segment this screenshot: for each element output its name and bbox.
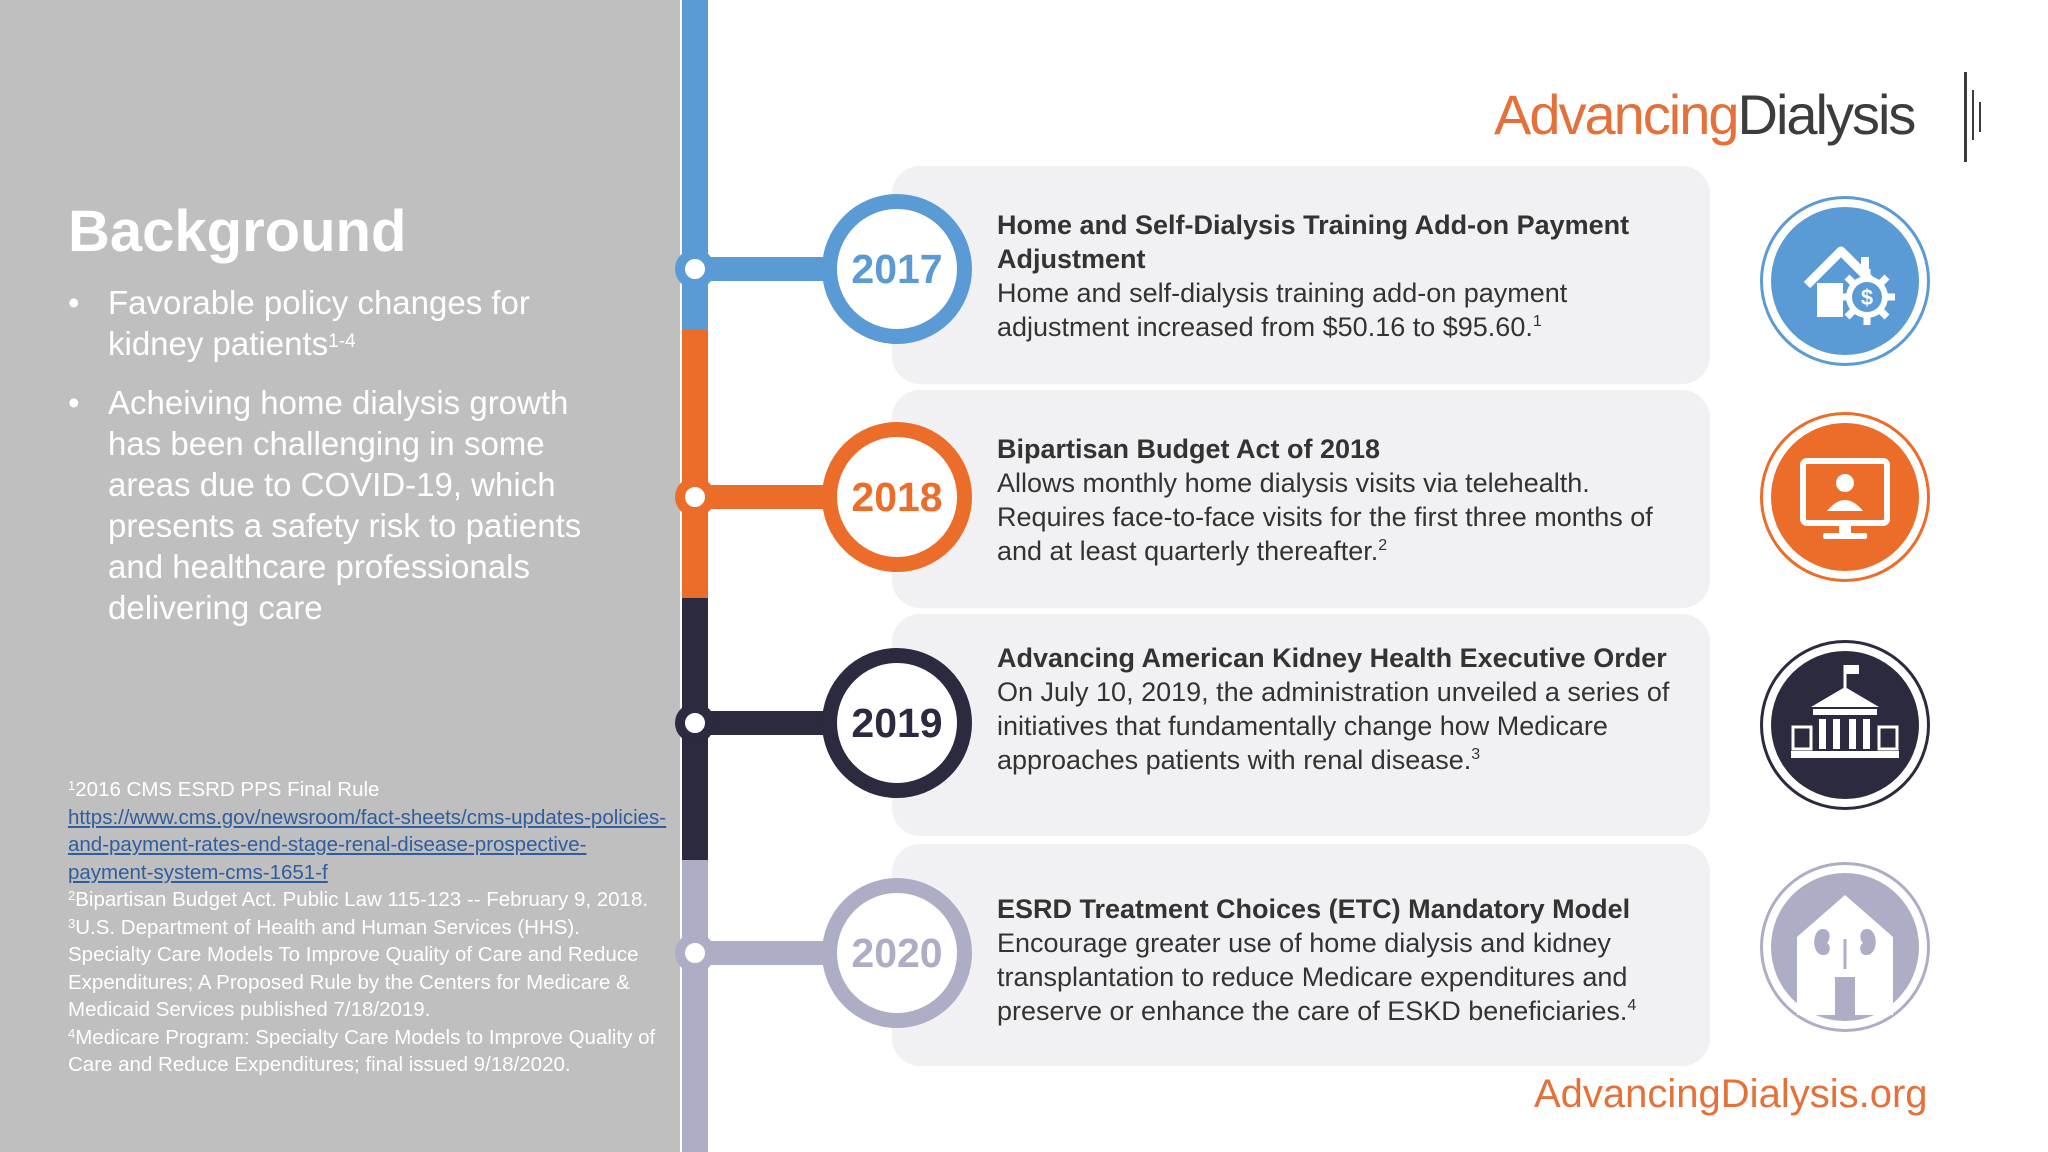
timeline-node <box>675 477 715 517</box>
timeline-node <box>675 933 715 973</box>
timeline-node <box>675 703 715 743</box>
page-title: Background <box>68 199 407 264</box>
references <box>68 776 668 1079</box>
timeline-text-2019 <box>997 641 1687 777</box>
reference-number: 4 <box>68 1025 76 1041</box>
advancing-dialysis-logo <box>1494 74 1914 154</box>
year-badge-2018: 2018 <box>822 422 972 572</box>
card-superscript: 1 <box>1532 313 1542 330</box>
card-superscript: 2 <box>1378 537 1388 554</box>
reference-1 <box>68 776 668 886</box>
reference-number: 3 <box>68 915 76 931</box>
card-superscript: 3 <box>1471 746 1481 763</box>
card-title: Bipartisan Budget Act of 2018 <box>997 434 1381 464</box>
year-badge-2019: 2019 <box>822 648 972 798</box>
bullet-dot: • <box>68 384 80 421</box>
timeline-rail-2020 <box>682 860 708 1152</box>
logo-text-dialysis: Dialysis <box>1737 82 1915 146</box>
timeline-node <box>675 249 715 289</box>
government-building-icon <box>1760 640 1930 810</box>
card-body: Home and self-dialysis training add-on payment adjustment increased from $50.16 to $95.60. <box>997 278 1568 342</box>
timeline-connector <box>694 485 834 509</box>
timeline-connector <box>694 711 834 735</box>
svg-text:$: $ <box>1860 285 1874 310</box>
website-url[interactable]: AdvancingDialysis.org <box>1534 1072 1928 1116</box>
card-body: On July 10, 2019, the administration unveiled a series of initiatives that fundamentally change how Medicare approaches patients with renal disease. <box>997 677 1670 775</box>
bullet-dot: • <box>68 284 80 321</box>
year-badge-2017: 2017 <box>822 194 972 344</box>
card-title: Home and Self-Dialysis Training Add-on Payment Adjustment <box>997 210 1630 274</box>
timeline-text-2020 <box>997 892 1687 1028</box>
left-panel <box>0 0 680 1152</box>
home-kidney-icon <box>1760 862 1930 1032</box>
bullet-list <box>68 282 588 646</box>
timeline-text-2017 <box>997 208 1687 344</box>
card-body: Encourage greater use of home dialysis and kidney transplantation to reduce Medicare expenditures and preserve or enhance the care of ESKD beneficiaries. <box>997 928 1628 1026</box>
year-badge-2020: 2020 <box>822 878 972 1028</box>
bullet-item <box>68 382 588 628</box>
reference-3 <box>68 914 668 1024</box>
logo-mark-icon <box>1962 72 1986 162</box>
timeline-rail-2018 <box>682 330 708 598</box>
telehealth-monitor-icon <box>1760 412 1930 582</box>
card-title: ESRD Treatment Choices (ETC) Mandatory Model <box>997 894 1631 924</box>
reference-4 <box>68 1024 668 1079</box>
logo-text-advancing: Advancing <box>1494 82 1738 146</box>
home-dollar-gear-icon <box>1760 196 1930 366</box>
reference-text: Bipartisan Budget Act. Public Law 115-123 -- February 9, 2018. <box>75 888 649 911</box>
card-superscript: 4 <box>1627 997 1637 1014</box>
bullet-superscript: 1-4 <box>328 331 356 352</box>
timeline-connector <box>694 257 834 281</box>
reference-text: 2016 CMS ESRD PPS Final Rule <box>75 778 380 801</box>
card-body: Allows monthly home dialysis visits via telehealth. Requires face-to-face visits for the first three months of and at least quarterly thereafter. <box>997 468 1653 566</box>
reference-number: 1 <box>68 778 76 793</box>
reference-2 <box>68 886 668 914</box>
timeline-connector <box>694 941 834 965</box>
bullet-item <box>68 282 588 364</box>
card-title: Advancing American Kidney Health Executive Order <box>997 643 1667 673</box>
reference-text: Medicare Program: Specialty Care Models to Improve Quality of Care and Reduce Expenditures; final issued 9/18/2020. <box>68 1025 656 1076</box>
bullet-text: Acheiving home dialysis growth has been challenging in some areas due to COVID-19, which presents a safety risk to patients and healthcare professionals delivering care <box>108 384 582 626</box>
reference-text: U.S. Department of Health and Human Services (HHS). Specialty Care Models To Improve Quality of Care and Reduce Expenditures; A Proposed Rule by the Centers for Medicare & Medicaid Services published 7/18/2019. <box>68 915 639 1021</box>
timeline-text-2018 <box>997 432 1687 568</box>
reference-link[interactable]: https://www.cms.gov/newsroom/fact-sheets/cms-updates-policies-and-payment-rates-end-stage-renal-disease-prospective-payment-system-cms-1651-f <box>68 805 667 884</box>
reference-number: 2 <box>68 888 76 903</box>
bullet-text: Favorable policy changes for kidney patients <box>108 284 530 362</box>
